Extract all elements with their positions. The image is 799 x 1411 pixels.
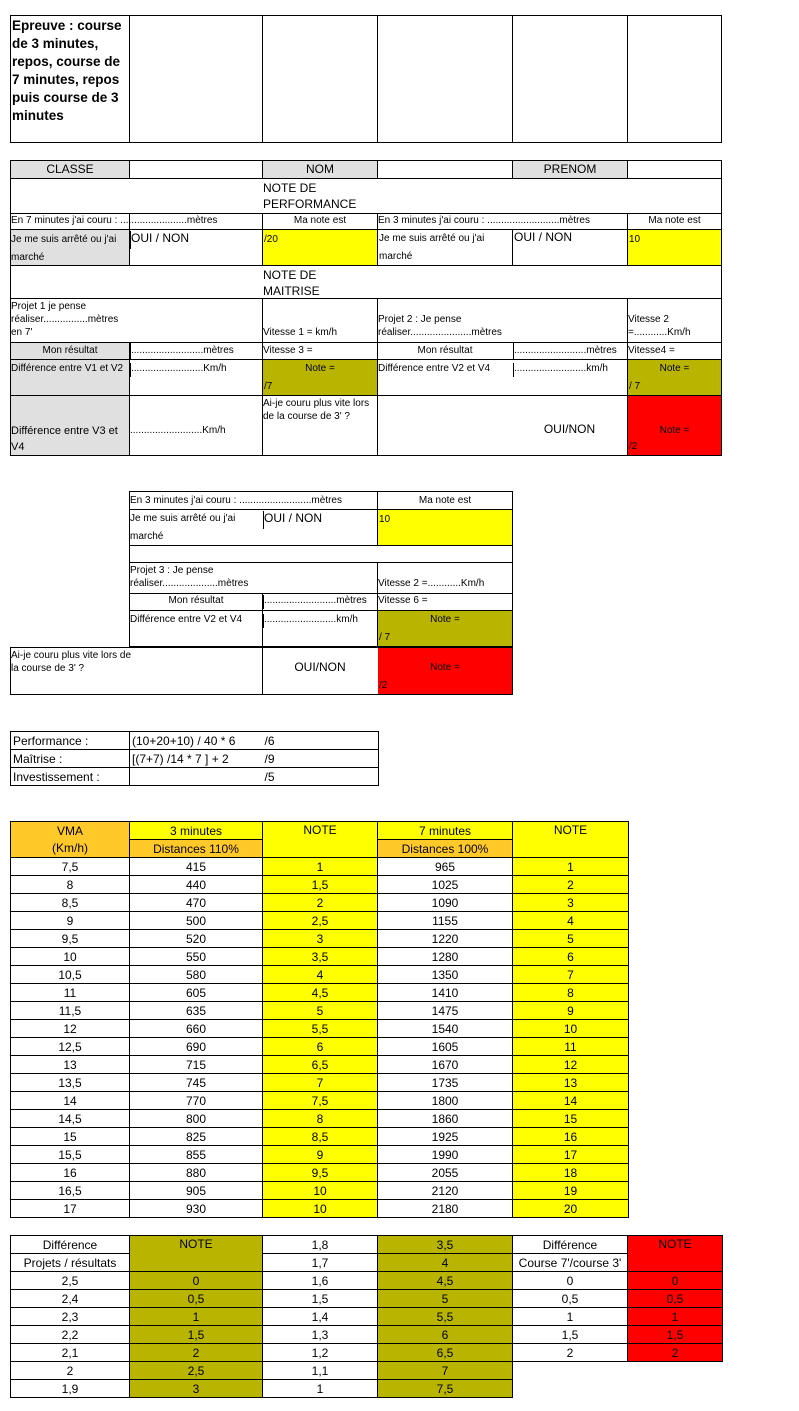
diff-cell: 0: [513, 1272, 628, 1290]
diff-cell: 1,4: [263, 1308, 378, 1326]
second-note7-slash: / 7: [379, 632, 391, 643]
diff-header-1b: Projets / résultats: [11, 1254, 130, 1272]
vma-cell: 9: [263, 1146, 378, 1164]
vma-cell: 1800: [378, 1092, 513, 1110]
diff-header-6: NOTE: [628, 1236, 723, 1254]
vline: [377, 213, 378, 230]
diff-cell: 1: [263, 1380, 378, 1398]
vline: [377, 491, 378, 510]
note7a-label: Note =: [305, 363, 335, 374]
diff-row: [11, 1344, 723, 1362]
diff-row: [11, 1272, 723, 1290]
vma-unit-header: (Km/h): [11, 840, 130, 858]
diff-cell: 5,5: [378, 1308, 513, 1326]
vma-row: [11, 1092, 629, 1110]
projet2-label: Projet 2 : Je pense réaliser......................mètres: [378, 314, 502, 338]
diff-cell: 1,6: [263, 1272, 378, 1290]
vma-cell: 1540: [378, 1020, 513, 1038]
run3-label: En 3 minutes j'ai couru : ..........................mètres: [378, 215, 590, 226]
vma-row: [11, 966, 629, 984]
diff-cell: 2: [11, 1362, 130, 1380]
note2-label: Note =: [659, 425, 690, 436]
note7a-slash: /7: [264, 381, 273, 392]
diff-cell: 2: [628, 1344, 723, 1362]
diff-table: [10, 1235, 723, 1398]
vma-cell: 10,5: [11, 966, 130, 984]
diff-cell: 2: [130, 1344, 263, 1362]
hline: [10, 178, 722, 179]
vma-cell: 1990: [378, 1146, 513, 1164]
second-oui-non-2[interactable]: OUI/NON: [294, 660, 346, 674]
projet1-label: Projet 1 je pense réaliser................mètres en 7': [11, 301, 119, 338]
diff-cell: 1,8: [263, 1236, 378, 1254]
vma-cell: 8: [263, 1110, 378, 1128]
vma-cell: 1350: [378, 966, 513, 984]
vline: [262, 647, 263, 695]
vma-cell: 8: [513, 984, 629, 1002]
vma-cell: 6: [513, 948, 629, 966]
vma-cell: 11: [11, 984, 130, 1002]
diff-row: [11, 1362, 723, 1380]
diff-row: [11, 1326, 723, 1344]
diff-header-5: Différence: [513, 1236, 628, 1254]
vma-cell: 2120: [378, 1182, 513, 1200]
projet3-label: Projet 3 : Je pense réaliser....................mètres: [130, 565, 249, 589]
epreuve-cell-2[interactable]: [129, 15, 130, 143]
note2-header-empty: [513, 840, 629, 858]
second-run3-label: En 3 minutes j'ai couru : ..........................mètres: [130, 495, 342, 506]
diff-cell: 1: [513, 1308, 628, 1326]
divider: [377, 15, 378, 143]
vma-cell: 4,5: [263, 984, 378, 1002]
summary-row: [11, 768, 379, 786]
vma-cell: 10: [11, 948, 130, 966]
diff-cell: 1,3: [263, 1326, 378, 1344]
second-kmh-field[interactable]: ..........................km/h: [263, 614, 377, 628]
diff-cell: 1,5: [513, 1326, 628, 1344]
vma-cell: 7,5: [263, 1092, 378, 1110]
vma-subheader-row: [11, 840, 629, 858]
vma-row: [11, 1182, 629, 1200]
vma-cell: 825: [130, 1128, 263, 1146]
vma-row: [11, 1074, 629, 1092]
maitrise-title: NOTE DE MAITRISE: [263, 268, 320, 298]
kmh3-field[interactable]: ..........................Km/h: [130, 425, 226, 436]
summary-label: Maîtrise :: [11, 750, 130, 768]
vma-cell: 16: [513, 1128, 629, 1146]
vma-cell: 12: [513, 1056, 629, 1074]
second-note10: 10: [377, 510, 512, 545]
vma-cell: 6: [263, 1038, 378, 1056]
vma-cell: 10: [513, 1020, 629, 1038]
diff-cell: 6: [378, 1326, 513, 1344]
classe-label: CLASSE: [11, 161, 129, 178]
vma-row: [11, 876, 629, 894]
vma-row: [11, 1020, 629, 1038]
vma-row: [11, 912, 629, 930]
vma-cell: 855: [130, 1146, 263, 1164]
resultat2-label: Mon résultat: [417, 345, 473, 356]
vma-cell: 1925: [378, 1128, 513, 1146]
diff-cell: [513, 1362, 628, 1380]
vma-cell: 6,5: [263, 1056, 378, 1074]
vma-row: [11, 930, 629, 948]
vma-cell: 580: [130, 966, 263, 984]
vma-row: [11, 1056, 629, 1074]
oui-non-choice-2[interactable]: OUI / NON: [512, 230, 627, 265]
divider: [262, 15, 263, 143]
vma-cell: 10: [263, 1182, 378, 1200]
vma-cell: 16,5: [11, 1182, 130, 1200]
oui-non-choice[interactable]: OUI / NON: [130, 231, 260, 249]
diff-cell: 0,5: [513, 1290, 628, 1308]
vma-cell: 17: [11, 1200, 130, 1218]
note-header: NOTE: [263, 822, 378, 840]
vma-cell: 12: [11, 1020, 130, 1038]
summary-table: [10, 731, 379, 786]
vma-cell: 4: [263, 966, 378, 984]
summary-row: [11, 732, 379, 750]
vma-header-row: [11, 822, 629, 840]
kmh1-field[interactable]: ..........................Km/h: [130, 363, 262, 377]
note-10: 10: [627, 230, 721, 265]
vma-cell: 965: [378, 858, 513, 876]
m7-header: 7 minutes: [378, 822, 513, 840]
note2-slash: /2: [629, 441, 638, 452]
vma-row: [11, 858, 629, 876]
summary-max: /5: [263, 768, 379, 786]
vma-cell: 20: [513, 1200, 629, 1218]
diff-cell: 2: [513, 1344, 628, 1362]
diff-cell: 2,1: [11, 1344, 130, 1362]
vma-cell: 13: [11, 1056, 130, 1074]
run7-label: En 7 minutes j'ai couru : ........................mètres: [11, 215, 218, 226]
vma-cell: 1475: [378, 1002, 513, 1020]
note-header-empty: [263, 840, 378, 858]
vma-cell: 14: [11, 1092, 130, 1110]
diff-cell: 2,5: [11, 1272, 130, 1290]
diff-cell: 7,5: [378, 1380, 513, 1398]
vma-cell: 14: [513, 1092, 629, 1110]
diff-cell: 0: [130, 1272, 263, 1290]
vitesse2-label: Vitesse 2 =............Km/h: [628, 314, 691, 338]
diff-cell: 0: [628, 1272, 723, 1290]
second-note2-label: Note =: [430, 662, 460, 673]
diff-cell: 2,3: [11, 1308, 130, 1326]
vma-cell: 7,5: [11, 858, 130, 876]
vma-cell: 1025: [378, 876, 513, 894]
vma-cell: 1280: [378, 948, 513, 966]
vma-cell: 1155: [378, 912, 513, 930]
vitesse6-label: Vitesse 6 =: [378, 595, 428, 606]
second-metres-field[interactable]: ..........................mètres: [263, 595, 377, 609]
vma-cell: 7: [513, 966, 629, 984]
vma-cell: 14,5: [11, 1110, 130, 1128]
diff-cell: [628, 1380, 723, 1398]
oui-non-choice-3[interactable]: OUI/NON: [543, 422, 596, 436]
nom-label: NOM: [262, 161, 377, 178]
vma-row: [11, 1146, 629, 1164]
vline: [262, 213, 263, 230]
vma-cell: 3: [513, 894, 629, 912]
stop-label: Je me suis arrêté ou j'ai marché: [11, 230, 129, 265]
vma-cell: 9: [11, 912, 130, 930]
diff-cell: 3: [130, 1380, 263, 1398]
vma-cell: 1: [513, 858, 629, 876]
vline: [262, 593, 263, 647]
diff-cell: 0,5: [628, 1290, 723, 1308]
note2-header: NOTE: [513, 822, 629, 840]
diff-row: [11, 1290, 723, 1308]
diff-cell: 4: [378, 1254, 513, 1272]
vma-cell: 520: [130, 930, 263, 948]
note7b-label: Note =: [659, 363, 690, 374]
vma-cell: 4: [513, 912, 629, 930]
diff-header-2-empty: [130, 1254, 263, 1272]
vma-cell: 1670: [378, 1056, 513, 1074]
vma-cell: 2055: [378, 1164, 513, 1182]
diff-cell: 1: [130, 1308, 263, 1326]
vma-cell: 500: [130, 912, 263, 930]
diff-header-5b: Course 7'/course 3': [513, 1254, 628, 1272]
vma-cell: 440: [130, 876, 263, 894]
vma-row: [11, 1200, 629, 1218]
m7-sub-header: Distances 100%: [378, 840, 513, 858]
vma-cell: 8,5: [11, 894, 130, 912]
vma-cell: 5,5: [263, 1020, 378, 1038]
diff-header-1: Différence: [11, 1236, 130, 1254]
perf-title: NOTE DE PERFORMANCE: [263, 181, 357, 211]
diff-cell: 1,1: [263, 1362, 378, 1380]
hline: [129, 562, 513, 563]
vma-cell: 930: [130, 1200, 263, 1218]
vma-cell: 11,5: [11, 1002, 130, 1020]
diff-cell: 2,2: [11, 1326, 130, 1344]
vitesse4-label: Vitesse4 =: [628, 345, 675, 356]
vma-cell: 2180: [378, 1200, 513, 1218]
metres2-field[interactable]: ..........................mètres: [513, 343, 627, 359]
second-note2-slash: /2: [379, 680, 388, 691]
m3-header: 3 minutes: [130, 822, 263, 840]
vma-cell: 1735: [378, 1074, 513, 1092]
diff-cell: 7: [378, 1362, 513, 1380]
diff-cell: 1,9: [11, 1380, 130, 1398]
vma-cell: 660: [130, 1020, 263, 1038]
vma-cell: 9,5: [263, 1164, 378, 1182]
second-note7-label: Note =: [430, 614, 460, 625]
vma-cell: 880: [130, 1164, 263, 1182]
vma-cell: 9,5: [11, 930, 130, 948]
vma-cell: 9: [513, 1002, 629, 1020]
vma-cell: 10: [263, 1200, 378, 1218]
hline: [10, 265, 722, 266]
summary-formula: [(7+7) /14 * 7 ] + 2: [130, 750, 263, 768]
diff-v2v4-label: Différence entre V2 et V4: [378, 363, 491, 374]
diff-cell: 1,5: [628, 1326, 723, 1344]
second-question-label: Ai-je couru plus vite lors de la course de 3' ?: [11, 650, 132, 674]
vma-cell: 11: [513, 1038, 629, 1056]
vma-header: VMA: [11, 822, 130, 840]
vline: [129, 213, 130, 265]
vma-cell: 1090: [378, 894, 513, 912]
m3-sub-header: Distances 110%: [130, 840, 263, 858]
vma-row: [11, 1164, 629, 1182]
classe-field[interactable]: [129, 161, 262, 178]
diff-row: [11, 1380, 723, 1398]
diff-cell: 2,5: [130, 1362, 263, 1380]
prenom-label: PRENOM: [512, 161, 627, 178]
summary-max: /9: [263, 750, 379, 768]
vma-cell: 8: [11, 876, 130, 894]
resultat1-label: Mon résultat: [11, 343, 129, 359]
vma-cell: 905: [130, 1182, 263, 1200]
vma-cell: 1410: [378, 984, 513, 1002]
diff-cell: [513, 1380, 628, 1398]
vma-cell: 3,5: [263, 948, 378, 966]
divider: [512, 15, 513, 143]
vma-cell: 13,5: [11, 1074, 130, 1092]
summary-formula: [130, 768, 263, 786]
vma-row: [11, 1038, 629, 1056]
vma-cell: 2,5: [263, 912, 378, 930]
vma-cell: 8,5: [263, 1128, 378, 1146]
diff-v1v2-label: Différence entre V1 et V2: [11, 360, 129, 395]
vma-cell: 15,5: [11, 1146, 130, 1164]
vma-cell: 12,5: [11, 1038, 130, 1056]
diff-cell: [628, 1362, 723, 1380]
stop-label-2: Je me suis arrêté ou j'ai marché: [377, 230, 512, 265]
vma-cell: 1: [263, 858, 378, 876]
vitesse3-label: Vitesse 3 =: [263, 345, 313, 356]
note-20: /20: [262, 230, 377, 265]
vma-cell: 18: [513, 1164, 629, 1182]
diff-cell: 3,5: [378, 1236, 513, 1254]
vma-row: [11, 894, 629, 912]
summary-max: /6: [263, 732, 379, 750]
summary-label: Performance :: [11, 732, 130, 750]
vma-table: [10, 821, 629, 1218]
prenom-field[interactable]: [627, 161, 721, 178]
vma-cell: 15: [513, 1110, 629, 1128]
vma-row: [11, 1110, 629, 1128]
diff-cell: 5: [378, 1290, 513, 1308]
ma-note-label-2: Ma note est: [648, 215, 701, 226]
vma-cell: 800: [130, 1110, 263, 1128]
vma-cell: 2: [263, 894, 378, 912]
diff-header-6-empty: [628, 1254, 723, 1272]
vma-cell: 470: [130, 894, 263, 912]
vma-cell: 13: [513, 1074, 629, 1092]
vline: [627, 213, 628, 230]
summary-formula: (10+20+10) / 40 * 6: [130, 732, 263, 750]
vma-cell: 17: [513, 1146, 629, 1164]
diff-row: [11, 1308, 723, 1326]
epreuve-title: Epreuve : course de 3 minutes, repos, course de 7 minutes, repos puis course de 3 minutes: [12, 18, 122, 123]
vma-cell: 5: [513, 930, 629, 948]
note7b-slash: / 7: [629, 381, 641, 392]
vma-cell: 550: [130, 948, 263, 966]
vma-cell: 1605: [378, 1038, 513, 1056]
diff-cell: 6,5: [378, 1344, 513, 1362]
hline: [129, 593, 513, 594]
question-label: Ai-je couru plus vite lors de la course de 3' ?: [263, 398, 370, 422]
vma-cell: 745: [130, 1074, 263, 1092]
metres1-field[interactable]: ..........................mètres: [130, 343, 262, 359]
vma-cell: 1860: [378, 1110, 513, 1128]
nom-field[interactable]: [377, 161, 512, 178]
diff-cell: 0,5: [130, 1290, 263, 1308]
diff-cell: 1,5: [130, 1326, 263, 1344]
diff-cell: 2,4: [11, 1290, 130, 1308]
vma-cell: 5: [263, 1002, 378, 1020]
vma-cell: 19: [513, 1182, 629, 1200]
vitesse1-label: Vitesse 1 = km/h: [263, 327, 338, 338]
second-oui-non[interactable]: OUI / NON: [263, 511, 377, 529]
vma-cell: 635: [130, 1002, 263, 1020]
diff-cell: 1,2: [263, 1344, 378, 1362]
vma-cell: 3: [263, 930, 378, 948]
ma-note-label: Ma note est: [293, 215, 347, 226]
diff-header-row: [11, 1236, 723, 1254]
second-stop-label: Je me suis arrêté ou j'ai marché: [130, 513, 236, 542]
divider: [627, 15, 628, 143]
diff-cell: 1: [628, 1308, 723, 1326]
hline: [10, 298, 722, 299]
vma-cell: 2: [513, 876, 629, 894]
hline: [10, 213, 722, 214]
vma-cell: 605: [130, 984, 263, 1002]
diff-cell: 1,7: [263, 1254, 378, 1272]
diff-header-2: NOTE: [130, 1236, 263, 1254]
second-vitesse2-label: Vitesse 2 =............Km/h: [378, 578, 485, 589]
diff-cell: 1,5: [263, 1290, 378, 1308]
summary-row: [11, 750, 379, 768]
summary-label: Investissement :: [11, 768, 130, 786]
vma-row: [11, 1002, 629, 1020]
second-ma-note-label: Ma note est: [418, 495, 472, 506]
kmh2-field[interactable]: ..........................km/h: [513, 363, 627, 377]
hline: [129, 545, 513, 546]
vma-cell: 15: [11, 1128, 130, 1146]
vma-cell: 415: [130, 858, 263, 876]
diff-cell: 4,5: [378, 1272, 513, 1290]
vma-row: [11, 984, 629, 1002]
diff-v3v4-label: Différence entre V3 et V4: [11, 396, 129, 455]
vma-cell: 1,5: [263, 876, 378, 894]
vma-cell: 690: [130, 1038, 263, 1056]
second-diff-label: Différence entre V2 et V4: [130, 614, 243, 625]
vma-row: [11, 1128, 629, 1146]
second-resultat-label: Mon résultat: [168, 595, 224, 606]
vma-row: [11, 948, 629, 966]
vma-cell: 1220: [378, 930, 513, 948]
vma-cell: 7: [263, 1074, 378, 1092]
diff-header-row-2: [11, 1254, 723, 1272]
vma-cell: 715: [130, 1056, 263, 1074]
vma-cell: 16: [11, 1164, 130, 1182]
vma-cell: 770: [130, 1092, 263, 1110]
